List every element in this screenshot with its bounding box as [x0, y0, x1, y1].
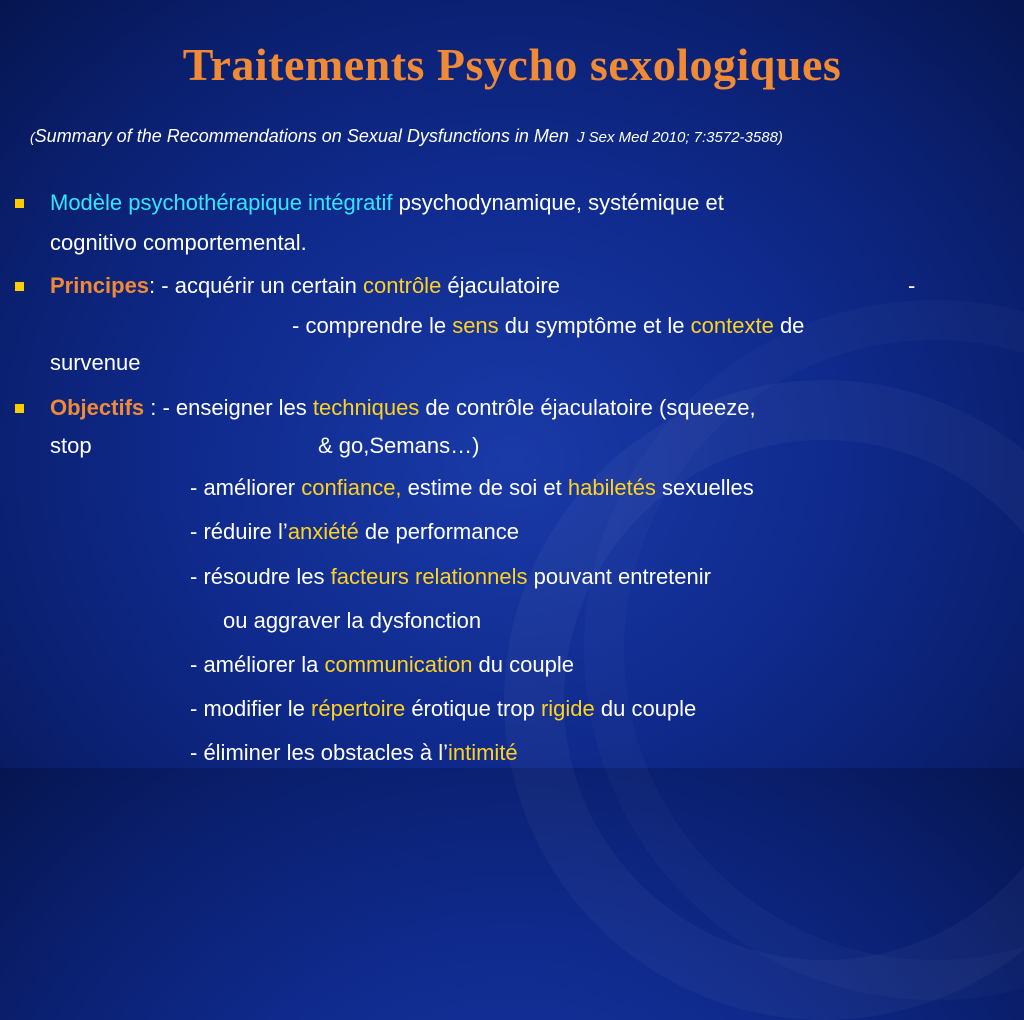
item-1-b: estime de soi et [401, 475, 568, 500]
subtitle-open-paren: ( [30, 129, 35, 145]
bullet-2-l2-c: de [773, 313, 805, 338]
objectifs-label: Objectifs [50, 395, 145, 420]
anxiete-highlight: anxiété [287, 519, 359, 544]
techniques-highlight: techniques [312, 395, 420, 420]
bullet-marker-2 [15, 282, 24, 291]
bullet-3-l1-b: de contrôle éjaculatoire (squeeze, [419, 395, 756, 420]
bullet-2-text: : - acquérir un certain [149, 273, 364, 298]
principes-label: Principes [50, 273, 150, 298]
bullet-2-l2-a: - comprendre le [292, 313, 453, 338]
bullet-2-text-b: éjaculatoire [441, 273, 560, 298]
controle-highlight: contrôle [363, 273, 442, 298]
subtitle-reference: J Sex Med 2010; 7:3572-3588) [576, 129, 783, 146]
item-3-a: - résoudre les [190, 564, 331, 589]
objective-item-1 [190, 477, 754, 499]
bullet-2-line-3: survenue [50, 350, 141, 375]
contexte-highlight: contexte [690, 313, 774, 338]
bullet-2-dash: - [908, 273, 916, 298]
bullet-1-rest: psychodynamique, systémique et [392, 190, 724, 215]
item-5-b: érotique trop [405, 696, 541, 721]
item-1-c: sexuelles [655, 475, 754, 500]
objective-item-2 [190, 521, 519, 543]
communication-highlight: communication [324, 652, 473, 677]
bullet-2-line-1 [50, 275, 560, 297]
sens-highlight: sens [452, 313, 499, 338]
bullet-3-line-1 [50, 397, 756, 419]
bullet-1-line-1 [50, 192, 724, 214]
objective-item-4 [190, 654, 574, 676]
confiance-highlight: confiance, [301, 475, 402, 500]
subtitle-text: Summary of the Recommendations on Sexual Dysfunctions in Men [34, 126, 569, 146]
repertoire-highlight: répertoire [311, 696, 406, 721]
bullet-3-line-2b: & go,Semans…) [318, 433, 480, 458]
item-5-a: - modifier le [190, 696, 312, 721]
facteurs-highlight: facteurs relationnels [330, 564, 528, 589]
slide-title: Traitements Psycho sexologiques [182, 39, 842, 90]
intimite-highlight: intimité [447, 740, 518, 765]
item-2-a: - réduire l’ [190, 519, 288, 544]
subtitle-citation [30, 126, 783, 147]
item-1-a: - améliorer [190, 475, 302, 500]
item-3-b: pouvant entretenir [527, 564, 711, 589]
bullet-marker-3 [15, 404, 24, 413]
bullet-3-line-2a: stop [50, 433, 92, 458]
bullet-1-line-2: cognitivo comportemental. [50, 230, 307, 255]
objective-item-3-continued: ou aggraver la dysfonction [223, 608, 482, 633]
item-2-b: de performance [358, 519, 519, 544]
bullet-3-l1-a: : - enseigner les [144, 395, 313, 420]
objective-item-3 [190, 566, 711, 588]
bullet-2-l2-b: du symptôme et le [498, 313, 691, 338]
objective-item-6 [190, 742, 518, 764]
objective-item-5 [190, 698, 696, 720]
bullet-marker-1 [15, 199, 24, 208]
habiletes-highlight: habiletés [567, 475, 656, 500]
item-4-a: - améliorer la [190, 652, 325, 677]
item-6-a: - éliminer les obstacles à l’ [190, 740, 448, 765]
item-5-c: du couple [594, 696, 697, 721]
rigide-highlight: rigide [540, 696, 595, 721]
model-highlight: Modèle psychothérapique intégratif [50, 190, 393, 215]
item-4-b: du couple [472, 652, 574, 677]
bullet-2-line-2 [292, 315, 804, 337]
